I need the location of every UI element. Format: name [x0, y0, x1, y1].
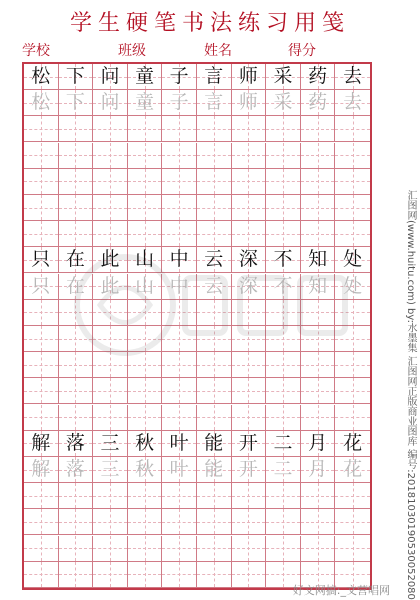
model-char: 药: [308, 65, 328, 87]
grid-cell[interactable]: [24, 378, 59, 404]
grid-cell[interactable]: [335, 457, 370, 483]
model-char: 采: [273, 65, 293, 87]
grid-row: [24, 431, 370, 457]
practice-grid: [22, 62, 372, 590]
grid-cell[interactable]: [128, 536, 163, 562]
grid-cell[interactable]: [335, 431, 370, 457]
grid-cell[interactable]: [59, 116, 94, 142]
grid-cell[interactable]: [301, 509, 336, 535]
trace-char: 下: [65, 91, 85, 114]
grid-cell[interactable]: [24, 431, 59, 457]
grid-cell[interactable]: [24, 90, 59, 116]
model-char: 言: [204, 65, 224, 87]
grid-cell[interactable]: [197, 536, 232, 562]
grid-cell[interactable]: [24, 405, 59, 431]
grid-cell[interactable]: [335, 483, 370, 509]
grid-cell[interactable]: [266, 483, 301, 509]
grid-row: [24, 326, 370, 352]
info-line: [20, 38, 400, 60]
model-char: 不: [273, 248, 293, 271]
trace-char: 在: [65, 274, 85, 297]
grid-cell[interactable]: [301, 378, 336, 404]
grid-cell[interactable]: [93, 195, 128, 221]
grid-cell[interactable]: [162, 483, 197, 509]
grid-cell[interactable]: [59, 509, 94, 535]
page-title: 学生硬笔书法练习用笺: [69, 11, 350, 36]
grid-cell[interactable]: [335, 221, 370, 247]
grid-cell[interactable]: [232, 274, 267, 300]
grid-cell[interactable]: [128, 90, 163, 116]
grid-cell[interactable]: [162, 536, 197, 562]
trace-char: 采: [273, 91, 293, 114]
model-char: 松: [31, 65, 51, 87]
grid-cell[interactable]: [162, 562, 197, 588]
grid-cell[interactable]: [335, 536, 370, 562]
grid-row: [24, 90, 370, 116]
grid-cell[interactable]: [232, 169, 267, 195]
trace-char: 去: [343, 91, 363, 114]
grid-cell[interactable]: [128, 352, 163, 378]
grid-cell[interactable]: [93, 169, 128, 195]
model-char: 此: [100, 248, 120, 271]
grid-cell[interactable]: [232, 378, 267, 404]
model-char: 去: [343, 65, 363, 87]
grid-cell[interactable]: [232, 536, 267, 562]
grid-row: [24, 143, 370, 169]
grid-cell[interactable]: [197, 352, 232, 378]
grid-cell[interactable]: [162, 274, 197, 300]
grid-cell[interactable]: [24, 274, 59, 300]
grid-cell[interactable]: [266, 352, 301, 378]
grid-cell[interactable]: [59, 169, 94, 195]
grid-cell[interactable]: [266, 300, 301, 326]
model-char: 三: [100, 431, 120, 454]
grid-cell[interactable]: [93, 116, 128, 142]
grid-cell[interactable]: [266, 116, 301, 142]
grid-cell[interactable]: [301, 536, 336, 562]
grid-cell[interactable]: [93, 378, 128, 404]
grid-cell[interactable]: [232, 195, 267, 221]
grid-cell[interactable]: [232, 326, 267, 352]
grid-cell[interactable]: [162, 326, 197, 352]
grid-cell[interactable]: [59, 378, 94, 404]
grid-cell[interactable]: [24, 143, 59, 169]
grid-cell[interactable]: [335, 143, 370, 169]
grid-cell[interactable]: [301, 483, 336, 509]
grid-cell[interactable]: [232, 405, 267, 431]
grid-cell[interactable]: [93, 405, 128, 431]
name-label: 姓名: [204, 43, 232, 59]
grid-cell[interactable]: [59, 352, 94, 378]
grid-cell[interactable]: [301, 431, 336, 457]
trace-char: 子: [169, 91, 189, 114]
grid-row: [24, 457, 370, 483]
grid-cell[interactable]: [162, 169, 197, 195]
grid-cell[interactable]: [24, 195, 59, 221]
trace-char: 三: [100, 458, 120, 480]
grid-cell[interactable]: [232, 300, 267, 326]
grid-cell[interactable]: [232, 116, 267, 142]
grid-cell[interactable]: [162, 195, 197, 221]
grid-cell[interactable]: [59, 536, 94, 562]
grid-cell[interactable]: [232, 431, 267, 457]
grid-cell[interactable]: [197, 221, 232, 247]
grid-cell[interactable]: [93, 143, 128, 169]
grid-cell[interactable]: [24, 300, 59, 326]
model-char: 花: [343, 431, 363, 454]
model-char: 能: [204, 431, 224, 454]
grid-cell[interactable]: [301, 457, 336, 483]
grid-cell[interactable]: [162, 509, 197, 535]
grid-cell[interactable]: [93, 221, 128, 247]
grid-cell[interactable]: [24, 247, 59, 273]
grid-cell[interactable]: [128, 326, 163, 352]
grid-row: [24, 169, 370, 195]
grid-row: [24, 195, 370, 221]
grid-cell[interactable]: [335, 378, 370, 404]
grid-cell[interactable]: [197, 431, 232, 457]
grid-cell[interactable]: [128, 143, 163, 169]
grid-cell[interactable]: [128, 562, 163, 588]
grid-cell[interactable]: [266, 64, 301, 90]
grid-cell[interactable]: [93, 431, 128, 457]
grid-cell[interactable]: [93, 562, 128, 588]
grid-cell[interactable]: [335, 405, 370, 431]
grid-cell[interactable]: [301, 405, 336, 431]
grid-cell[interactable]: [197, 274, 232, 300]
grid-cell[interactable]: [162, 90, 197, 116]
trace-char: 言: [204, 91, 224, 114]
grid-cell[interactable]: [128, 195, 163, 221]
grid-cell[interactable]: [232, 562, 267, 588]
trace-char: 落: [65, 458, 85, 480]
grid-cell[interactable]: [301, 195, 336, 221]
grid-cell[interactable]: [24, 457, 59, 483]
trace-char: 叶: [169, 458, 189, 480]
trace-char: 山: [135, 274, 155, 297]
model-char: 只: [31, 248, 51, 271]
grid-cell[interactable]: [162, 457, 197, 483]
grid-cell[interactable]: [59, 457, 94, 483]
grid-cell[interactable]: [162, 352, 197, 378]
grid-cell[interactable]: [59, 274, 94, 300]
grid-cell[interactable]: [128, 169, 163, 195]
grid-cell[interactable]: [232, 90, 267, 116]
grid-row: [24, 352, 370, 378]
grid-cell[interactable]: [59, 90, 94, 116]
grid-cell[interactable]: [266, 274, 301, 300]
grid-cell[interactable]: [301, 90, 336, 116]
grid-row: [24, 116, 370, 142]
grid-cell[interactable]: [301, 352, 336, 378]
grid-cell[interactable]: [266, 509, 301, 535]
grid-cell[interactable]: [266, 169, 301, 195]
grid-cell[interactable]: [162, 300, 197, 326]
grid-cell[interactable]: [335, 300, 370, 326]
score-label: 得分: [288, 43, 316, 59]
grid-cell[interactable]: [335, 195, 370, 221]
grid-cell[interactable]: [128, 221, 163, 247]
grid-cell[interactable]: [266, 326, 301, 352]
grid-cell[interactable]: [59, 405, 94, 431]
model-char: 开: [238, 431, 258, 454]
grid-cell[interactable]: [335, 247, 370, 273]
grid-cell[interactable]: [59, 247, 94, 273]
grid-cell[interactable]: [197, 247, 232, 273]
model-char: 深: [238, 248, 258, 271]
grid-cell[interactable]: [197, 169, 232, 195]
model-char: 二: [273, 431, 293, 454]
grid-cell[interactable]: [93, 457, 128, 483]
grid-cell[interactable]: [197, 378, 232, 404]
grid-cell[interactable]: [93, 274, 128, 300]
grid-cell[interactable]: [197, 143, 232, 169]
grid-cell[interactable]: [59, 195, 94, 221]
grid-cell[interactable]: [232, 247, 267, 273]
grid-cell[interactable]: [128, 483, 163, 509]
grid-cell[interactable]: [162, 378, 197, 404]
grid-cell[interactable]: [232, 457, 267, 483]
bottom-note: 好文网搞:_文营唱网: [292, 584, 390, 597]
grid-cell[interactable]: [162, 116, 197, 142]
trace-char: 处: [343, 274, 363, 297]
grid-cell[interactable]: [59, 562, 94, 588]
model-char: 云: [204, 248, 224, 271]
model-char: 在: [65, 248, 85, 271]
trace-char: 只: [31, 274, 51, 297]
trace-char: 松: [31, 91, 51, 114]
grid-cell[interactable]: [128, 64, 163, 90]
grid-cell[interactable]: [301, 143, 336, 169]
grid-cell[interactable]: [162, 431, 197, 457]
grid-cell[interactable]: [197, 195, 232, 221]
grid-cell[interactable]: [93, 247, 128, 273]
grid-cell[interactable]: [162, 64, 197, 90]
grid-cell[interactable]: [128, 378, 163, 404]
grid-cell[interactable]: [197, 483, 232, 509]
model-char: 解: [31, 431, 51, 454]
trace-char: 此: [100, 274, 120, 297]
grid-cell[interactable]: [335, 352, 370, 378]
grid-cell[interactable]: [197, 326, 232, 352]
trace-char: 二: [273, 458, 293, 480]
grid-cell[interactable]: [93, 300, 128, 326]
grid-cell[interactable]: [266, 457, 301, 483]
trace-char: 能: [204, 458, 224, 480]
grid-cell[interactable]: [266, 405, 301, 431]
grid-row: [24, 247, 370, 273]
grid-row: [24, 274, 370, 300]
grid-cell[interactable]: [232, 221, 267, 247]
grid-cell[interactable]: [162, 221, 197, 247]
grid-cell[interactable]: [335, 274, 370, 300]
grid-cell[interactable]: [24, 326, 59, 352]
grid-cell[interactable]: [197, 64, 232, 90]
grid-cell[interactable]: [197, 405, 232, 431]
grid-cell[interactable]: [59, 326, 94, 352]
grid-cell[interactable]: [266, 378, 301, 404]
grid-cell[interactable]: [266, 90, 301, 116]
grid-cell[interactable]: [93, 483, 128, 509]
grid-cell[interactable]: [24, 509, 59, 535]
trace-char: 中: [169, 274, 189, 297]
grid-cell[interactable]: [59, 431, 94, 457]
grid-cell[interactable]: [59, 143, 94, 169]
grid-cell[interactable]: [162, 247, 197, 273]
grid-cell[interactable]: [24, 221, 59, 247]
grid-cell[interactable]: [128, 457, 163, 483]
grid-cell[interactable]: [197, 300, 232, 326]
grid-row: [24, 221, 370, 247]
grid-row: [24, 64, 370, 90]
grid-cell[interactable]: [93, 64, 128, 90]
grid-cell[interactable]: [128, 300, 163, 326]
side-credit: 汇图网(www.huitu.com) by:水墨集 汇图网正版商业图库 编号:20181030190530052080: [405, 190, 416, 600]
grid-cell[interactable]: [301, 169, 336, 195]
trace-char: 问: [100, 91, 120, 114]
grid-cell[interactable]: [128, 509, 163, 535]
model-char: 山: [135, 248, 155, 271]
grid-cell[interactable]: [266, 536, 301, 562]
grid-cell[interactable]: [24, 352, 59, 378]
grid-cell[interactable]: [301, 116, 336, 142]
trace-char: 深: [238, 274, 258, 297]
grid-cell[interactable]: [335, 169, 370, 195]
grid-cell[interactable]: [93, 536, 128, 562]
school-label: 学校: [22, 43, 50, 59]
grid-cell[interactable]: [301, 274, 336, 300]
grid-cell[interactable]: [93, 352, 128, 378]
grid-cell[interactable]: [232, 483, 267, 509]
trace-char: 秋: [135, 458, 155, 480]
grid-cell[interactable]: [232, 509, 267, 535]
model-char: 叶: [169, 431, 189, 454]
grid-cell[interactable]: [301, 326, 336, 352]
grid-cell[interactable]: [59, 221, 94, 247]
grid-cell[interactable]: [232, 64, 267, 90]
grid-cell[interactable]: [335, 116, 370, 142]
grid-cell[interactable]: [301, 64, 336, 90]
grid-cell[interactable]: [24, 64, 59, 90]
grid-cell[interactable]: [197, 509, 232, 535]
grid-row: [24, 483, 370, 509]
model-char: 落: [65, 431, 85, 454]
grid-cell[interactable]: [197, 90, 232, 116]
grid-cell[interactable]: [197, 457, 232, 483]
grid-cell[interactable]: [335, 326, 370, 352]
grid-cell[interactable]: [301, 221, 336, 247]
grid-cell[interactable]: [24, 483, 59, 509]
model-char: 师: [238, 65, 258, 87]
trace-char: 云: [204, 274, 224, 297]
grid-row: [24, 378, 370, 404]
grid-row: [24, 509, 370, 535]
grid-cell[interactable]: [232, 143, 267, 169]
trace-char: 童: [135, 91, 155, 114]
grid-cell[interactable]: [197, 116, 232, 142]
grid-cell[interactable]: [128, 431, 163, 457]
trace-char: 药: [308, 91, 328, 114]
model-char: 童: [135, 65, 155, 87]
model-char: 问: [100, 65, 120, 87]
grid-cell[interactable]: [59, 300, 94, 326]
grid-cell[interactable]: [24, 116, 59, 142]
model-char: 子: [169, 65, 189, 87]
trace-char: 不: [273, 274, 293, 297]
grid-cell[interactable]: [162, 405, 197, 431]
model-char: 中: [169, 248, 189, 271]
grid-cell[interactable]: [335, 64, 370, 90]
model-char: 秋: [135, 431, 155, 454]
model-char: 月: [308, 431, 328, 454]
grid-cell[interactable]: [24, 169, 59, 195]
grid-cell[interactable]: [266, 247, 301, 273]
grid-cell[interactable]: [128, 247, 163, 273]
trace-char: 花: [343, 458, 363, 480]
trace-char: 开: [238, 458, 258, 480]
grid-cell[interactable]: [128, 405, 163, 431]
grid-cell[interactable]: [24, 562, 59, 588]
grid-cell[interactable]: [266, 195, 301, 221]
trace-char: 师: [238, 91, 258, 114]
grid-cell[interactable]: [301, 247, 336, 273]
model-char: 处: [343, 248, 363, 271]
grid-cell[interactable]: [59, 483, 94, 509]
class-label: 班级: [118, 43, 146, 59]
trace-char: 知: [308, 274, 328, 297]
grid-row: [24, 536, 370, 562]
grid-cell[interactable]: [93, 90, 128, 116]
trace-char: 解: [31, 458, 51, 480]
grid-cell[interactable]: [232, 352, 267, 378]
grid-cell[interactable]: [197, 562, 232, 588]
grid-cell[interactable]: [128, 274, 163, 300]
grid-row: [24, 300, 370, 326]
grid-cell[interactable]: [59, 64, 94, 90]
grid-cell[interactable]: [266, 431, 301, 457]
grid-cell[interactable]: [335, 90, 370, 116]
trace-char: 月: [308, 458, 328, 480]
grid-cell[interactable]: [93, 509, 128, 535]
model-char: 知: [308, 248, 328, 271]
grid-cell[interactable]: [266, 221, 301, 247]
grid-cell[interactable]: [24, 536, 59, 562]
grid-row: [24, 405, 370, 431]
grid-cell[interactable]: [128, 116, 163, 142]
grid-cell[interactable]: [162, 143, 197, 169]
grid-cell[interactable]: [266, 143, 301, 169]
grid-cell[interactable]: [301, 300, 336, 326]
grid-cell[interactable]: [335, 509, 370, 535]
grid-cell[interactable]: [93, 326, 128, 352]
model-char: 下: [65, 65, 85, 87]
